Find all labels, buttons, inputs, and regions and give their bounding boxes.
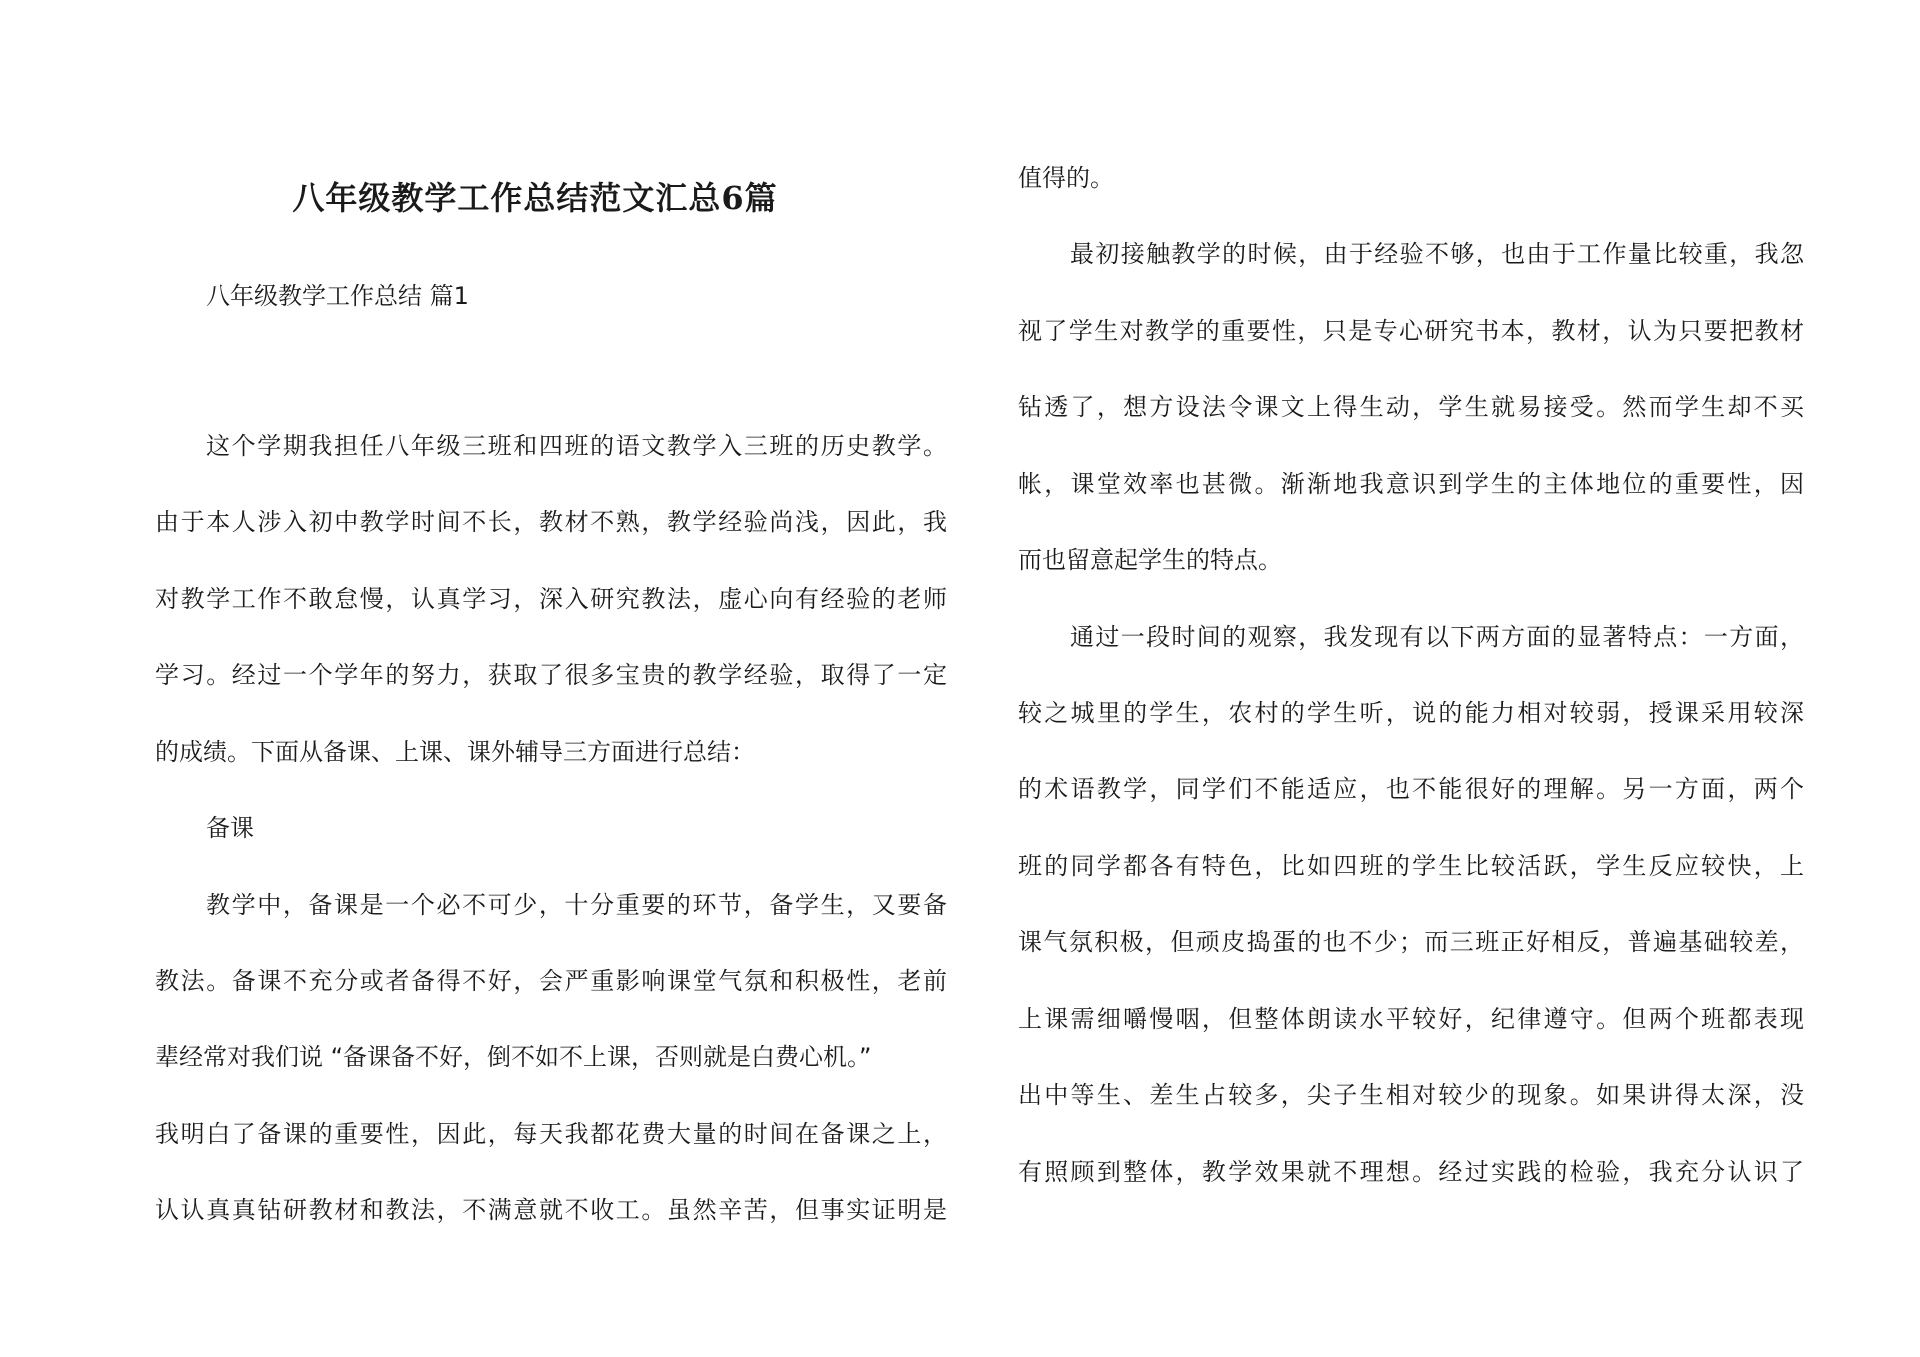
document-title: 八年级教学工作总结范文汇总6篇 xyxy=(292,179,778,217)
paragraph-line: 视了学生对教学的重要性，只是专心研究书本，教材，认为只要把教材 xyxy=(1018,317,1804,345)
paragraph-line: 的术语教学，同学们不能适应，也不能很好的理解。另一方面，两个 xyxy=(1018,775,1804,803)
paragraph-line: 学习。经过一个学年的努力，获取了很多宝贵的教学经验，取得了一定 xyxy=(155,661,947,689)
paragraph-line: 认认真真钻研教材和教法，不满意就不收工。虽然辛苦，但事实证明是 xyxy=(155,1196,947,1224)
section-heading-prep: 备课 xyxy=(206,814,254,842)
paragraph-line: 值得的。 xyxy=(1018,164,1114,192)
paragraph-line: 通过一段时间的观察，我发现有以下两方面的显著特点：一方面， xyxy=(1070,623,1804,651)
paragraph-line: 对教学工作不敢怠慢，认真学习，深入研究教法，虚心向有经验的老师 xyxy=(155,585,947,613)
paragraph-line: 这个学期我担任八年级三班和四班的语文教学入三班的历史教学。 xyxy=(206,432,947,460)
paragraph-line: 教学中，备课是一个必不可少，十分重要的环节，备学生，又要备 xyxy=(206,891,947,919)
paragraph-line: 出中等生、差生占较多，尖子生相对较少的现象。如果讲得太深，没 xyxy=(1018,1081,1804,1109)
paragraph-line: 帐，课堂效率也甚微。渐渐地我意识到学生的主体地位的重要性，因 xyxy=(1018,470,1804,498)
paragraph-line: 由于本人涉入初中教学时间不长，教材不熟，教学经验尚浅，因此，我 xyxy=(155,508,947,536)
paragraph-line: 课气氛积极，但顽皮捣蛋的也不少；而三班正好相反，普遍基础较差， xyxy=(1018,928,1804,956)
paragraph-line: 辈经常对我们说 “备课备不好，倒不如不上课，否则就是白费心机。” xyxy=(155,1043,872,1071)
paragraph-line: 上课需细嚼慢咽，但整体朗读水平较好，纪律遵守。但两个班都表现 xyxy=(1018,1005,1804,1033)
paragraph-line: 的成绩。下面从备课、上课、课外辅导三方面进行总结： xyxy=(155,738,755,766)
paragraph-line: 而也留意起学生的特点。 xyxy=(1018,546,1282,574)
paragraph-line: 钻透了，想方设法令课文上得生动，学生就易接受。然而学生却不买 xyxy=(1018,393,1804,421)
section-subtitle: 八年级教学工作总结 篇1 xyxy=(206,282,469,310)
paragraph-line: 较之城里的学生，农村的学生听，说的能力相对较弱，授课采用较深 xyxy=(1018,699,1804,727)
paragraph-line: 有照顾到整体，教学效果就不理想。经过实践的检验，我充分认识了 xyxy=(1018,1158,1804,1186)
paragraph-line: 我明白了备课的重要性，因此，每天我都花费大量的时间在备课之上， xyxy=(155,1120,947,1148)
paragraph-line: 班的同学都各有特色，比如四班的学生比较活跃，学生反应较快，上 xyxy=(1018,852,1804,880)
paragraph-line: 教法。备课不充分或者备得不好，会严重影响课堂气氛和积极性，老前 xyxy=(155,967,947,995)
paragraph-line: 最初接触教学的时候，由于经验不够，也由于工作量比较重，我忽 xyxy=(1070,240,1804,268)
